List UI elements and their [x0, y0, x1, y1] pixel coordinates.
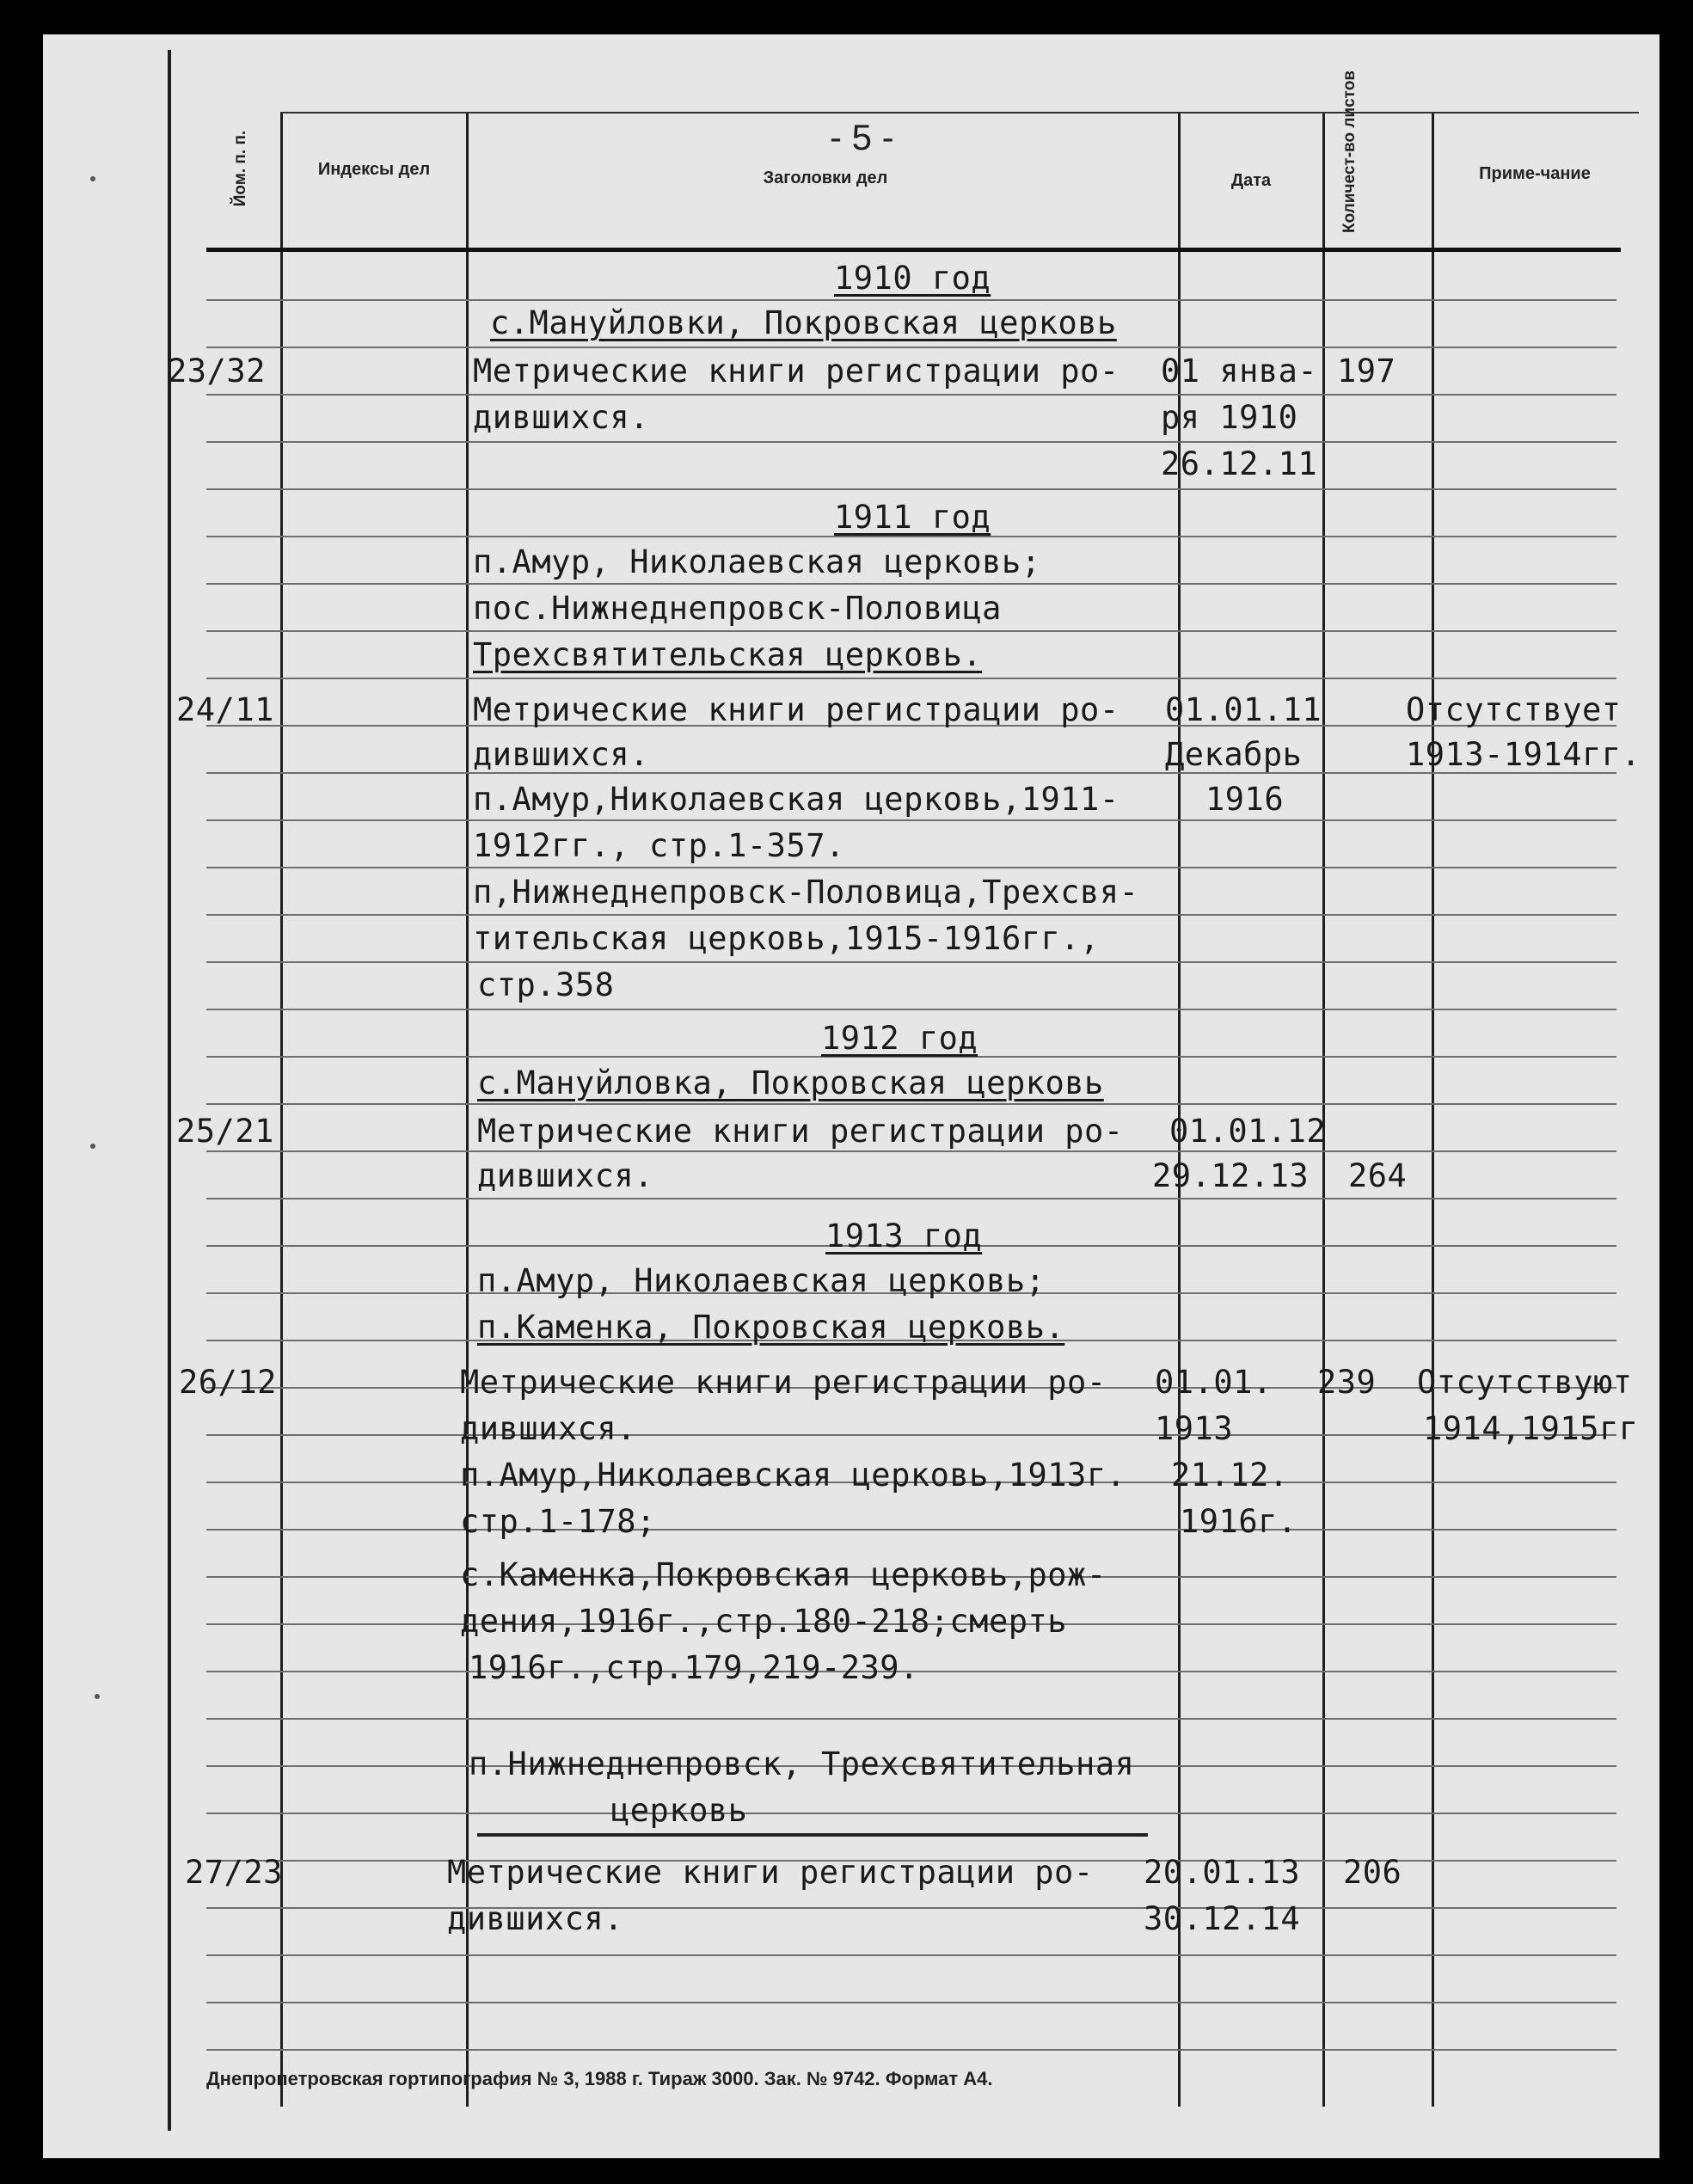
page-number: - 5 - — [830, 117, 894, 157]
entry-title-24-line1: Метрические книги регистрации ро- — [473, 691, 1119, 728]
rule — [206, 914, 1616, 916]
rule — [206, 347, 1616, 348]
entry-sub-26-5: 1916г.,стр.179,219-239. — [469, 1649, 919, 1686]
entry-date-26-2: 1913 — [1155, 1410, 1234, 1447]
rule — [206, 1529, 1616, 1531]
rule — [206, 1103, 1616, 1105]
entry-date-25-1: 01.01.12 — [1169, 1113, 1327, 1150]
header-col-note: Приме-чание — [1479, 164, 1591, 183]
rule — [206, 583, 1616, 585]
entry-number-27: 27/23 — [185, 1854, 283, 1891]
entry-count-27: 206 — [1343, 1854, 1402, 1891]
place-1911-line2: пос.Нижнеднепровск-Половица — [473, 590, 1002, 627]
rule — [206, 678, 1616, 679]
entry-number-25: 25/21 — [176, 1113, 274, 1150]
entry-sub-24-2: 1912гг., стр.1-357. — [473, 827, 845, 864]
entry-title-25-line2: дившихся. — [477, 1157, 653, 1194]
archive-page — [43, 34, 1659, 2158]
place-1913b-line1: п.Нижнеднепровск, Трехсвятительная — [469, 1745, 1135, 1782]
entry-number-26: 26/12 — [179, 1364, 277, 1401]
rule — [206, 630, 1616, 632]
col-line-4 — [1322, 112, 1325, 2107]
year-heading-1913: 1913 год — [825, 1218, 983, 1255]
entry-date-25-2: 29.12.13 — [1152, 1157, 1310, 1194]
rule — [206, 1907, 1616, 1909]
rule — [206, 1150, 1616, 1152]
entry-date-23-3: 26.12.11 — [1161, 445, 1318, 482]
place-1913b-underline — [477, 1833, 1148, 1837]
rule — [206, 299, 1616, 301]
year-heading-1912: 1912 год — [821, 1020, 978, 1057]
rule — [206, 1718, 1616, 1720]
scan-mark — [90, 1144, 95, 1149]
header-col-num: Йом. п. п. — [231, 130, 249, 207]
entry-count-23: 197 — [1337, 353, 1396, 390]
place-1912: с.Мануйловка, Покровская церковь — [477, 1064, 1104, 1101]
scan-mark — [90, 176, 95, 181]
entry-date-26-1: 01.01. — [1155, 1364, 1273, 1401]
entry-number-23: 23/32 — [168, 353, 266, 390]
entry-sub-26-3: с.Каменка,Покровская церковь,рож- — [460, 1556, 1107, 1593]
entry-sub-24-1: п.Амур,Николаевская церковь,1911- — [473, 781, 1119, 818]
year-heading-1910: 1910 год — [834, 260, 991, 297]
entry-sub-26-4: дения,1916г.,стр.180-218;смерть — [460, 1603, 1068, 1640]
rule — [206, 394, 1616, 396]
place-1913-line2: п.Каменка, Покровская церковь. — [477, 1309, 1065, 1346]
entry-sub-26-2: стр.1-178; — [460, 1503, 656, 1540]
rule — [206, 536, 1616, 537]
entry-number-24: 24/11 — [176, 691, 274, 728]
entry-date-26-4: 1916г. — [1180, 1503, 1297, 1540]
entry-date-27-2: 30.12.14 — [1144, 1900, 1301, 1937]
entry-title-23-line1: Метрические книги регистрации ро- — [473, 353, 1119, 390]
year-heading-1911: 1911 год — [834, 499, 991, 536]
rule — [206, 488, 1616, 490]
place-1910: с.Мануйловки, Покровская церковь — [490, 304, 1117, 341]
rule — [206, 819, 1616, 821]
header-col-date: Дата — [1230, 171, 1272, 190]
entry-date-23-1: 01 янва- — [1161, 353, 1318, 390]
entry-count-26: 239 — [1317, 1364, 1377, 1401]
entry-date-24-2: Декабрь — [1165, 736, 1303, 773]
entry-note-26-1: Отсутствуют — [1417, 1364, 1633, 1401]
entry-date-23-2: ря 1910 — [1161, 399, 1298, 436]
col-line-1 — [280, 112, 283, 2107]
entry-title-23-line2: дившихся. — [473, 399, 649, 436]
rule — [206, 772, 1616, 774]
rule — [206, 2002, 1616, 2003]
rule — [206, 1954, 1616, 1956]
entry-title-26-line2: дившихся. — [460, 1410, 636, 1447]
scan-mark — [95, 1694, 100, 1699]
rule — [206, 1434, 1616, 1436]
entry-sub-24-4: тительская церковь,1915-1916гг., — [473, 920, 1100, 957]
place-1913-line1: п.Амур, Николаевская церковь; — [477, 1262, 1046, 1299]
rule — [206, 1198, 1616, 1199]
place-1911-line3: Трехсвятительская церковь. — [473, 636, 983, 673]
entry-title-25-line1: Метрические книги регистрации ро- — [477, 1113, 1124, 1150]
entry-date-24-3: 1916 — [1205, 781, 1285, 818]
printer-footer: Днепропетровская гортипография № 3, 1988 г. Тираж 3000. Зак. № 9742. Формат А4. — [206, 2068, 993, 2089]
entry-count-25: 264 — [1348, 1157, 1408, 1194]
entry-note-24-2: 1913-1914гг. — [1406, 736, 1641, 773]
entry-sub-26-1: п.Амур,Николаевская церковь,1913г. — [460, 1457, 1126, 1494]
entry-date-24-1: 01.01.11 — [1165, 691, 1322, 728]
rule — [206, 867, 1616, 868]
header-top-rule — [280, 112, 1639, 113]
rule — [206, 2049, 1616, 2051]
header-col-title: Заголовки дел — [763, 169, 888, 187]
entry-date-26-3: 21.12. — [1171, 1457, 1289, 1494]
rule — [206, 961, 1616, 963]
entry-title-24-line2: дившихся. — [473, 736, 649, 773]
place-1913b-line2: церковь — [610, 1792, 748, 1829]
col-line-5 — [1432, 112, 1434, 2107]
entry-note-26-2: 1914,1915гг — [1423, 1410, 1639, 1447]
entry-sub-24-5: стр.358 — [477, 966, 615, 1003]
rule — [206, 441, 1616, 443]
rule — [206, 1009, 1616, 1010]
header-bottom-rule — [206, 248, 1621, 252]
place-1911-line1: п.Амур, Николаевская церковь; — [473, 543, 1041, 580]
entry-note-24-1: Отсутствует — [1406, 691, 1622, 728]
header-col-count: Количест-во листов — [1340, 71, 1359, 233]
entry-date-27-1: 20.01.13 — [1144, 1854, 1301, 1891]
header-col-index: Индексы дел — [317, 160, 431, 179]
col-line-2 — [466, 112, 469, 2107]
rule — [206, 1813, 1616, 1814]
entry-title-26-line1: Метрические книги регистрации ро- — [460, 1364, 1107, 1401]
entry-title-27-line2: дившихся. — [447, 1900, 623, 1937]
entry-sub-24-3: п,Нижнеднепровск-Половица,Трехсвя- — [473, 874, 1139, 911]
entry-title-27-line1: Метрические книги регистрации ро- — [447, 1854, 1094, 1891]
